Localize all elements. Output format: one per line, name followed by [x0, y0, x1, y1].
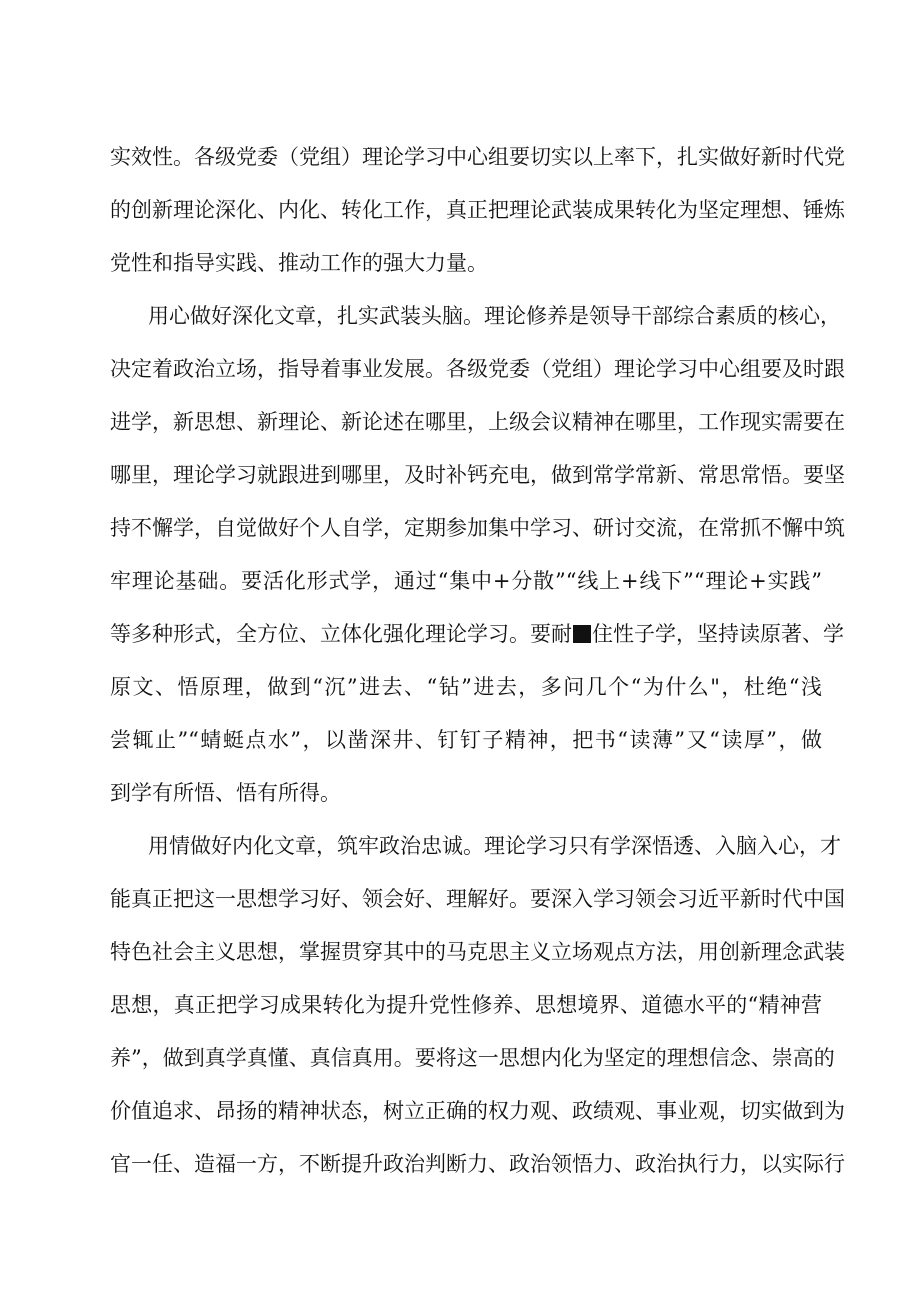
paragraph-3-line-6: 价值追求、昂扬的精神状态，树立正确的权力观、政绩观、事业观，切实做到为 — [110, 1099, 845, 1123]
paragraph-2-line-6: 牢理论基础。要活化形式学，通过“集中+分散”“线上+线下”“理论+实践” — [110, 569, 822, 593]
redaction-mark — [573, 625, 591, 643]
paragraph-1-line-1: 实效性。各级党委（党组）理论学习中心组要切实以上率下，扎实做好新时代党 — [110, 145, 845, 169]
paragraph-3-line-3: 特色社会主义思想，掌握贯穿其中的马克思主义立场观点方法，用创新理念武装 — [110, 940, 845, 964]
paragraph-1-line-3: 党性和指导实践、推动工作的强大力量。 — [110, 251, 488, 275]
paragraph-2-line-1: 用心做好深化文章，扎实武装头脑。理论修养是领导干部综合素质的核心， — [148, 304, 841, 328]
paragraph-1-line-2: 的创新理论深化、内化、转化工作，真正把理论武装成果转化为坚定理想、锤炼 — [110, 198, 845, 222]
paragraph-3-line-4: 思想，真正把学习成果转化为提升党性修养、思想境界、道德水平的“精神营 — [110, 993, 822, 1017]
paragraph-2-line-8: 原文、悟原理，做到“沉”进去、“钻”进去，多问几个“为什么"，杜绝“浅 — [110, 675, 822, 699]
paragraph-2-line-2: 决定着政治立场，指导着事业发展。各级党委（党组）理论学习中心组要及时跟 — [110, 357, 845, 381]
paragraph-2-line-4: 哪里，理论学习就跟进到哪里，及时补钙充电，做到常学常新、常思常悟。要坚 — [110, 463, 845, 487]
paragraph-2-line-10: 到学有所悟、悟有所得。 — [110, 781, 341, 805]
paragraph-3-line-7: 官一任、造福一方，不断提升政治判断力、政治领悟力、政治执行力，以实际行 — [110, 1152, 845, 1176]
paragraph-3-line-5: 养”，做到真学真懂、真信真用。要将这一思想内化为坚定的理想信念、崇高的 — [110, 1046, 835, 1070]
line-7-text-a: 等多种形式，全方位、立体化强化理论学习。要耐 — [110, 622, 572, 646]
paragraph-3-line-1: 用情做好内化文章，筑牢政治忠诚。理论学习只有学深悟透、入脑入心，才 — [148, 834, 841, 858]
paragraph-2-line-7 — [110, 614, 844, 654]
paragraph-2-line-9: 尝辄止”“蜻蜓点水”，以凿深井、钉钉子精神，把书“读薄”又“读厚”，做 — [110, 728, 822, 752]
paragraph-2-line-5: 持不懈学，自觉做好个人自学，定期参加集中学习、研讨交流，在常抓不懈中筑 — [110, 516, 845, 540]
paragraph-3-line-2: 能真正把这一思想学习好、领会好、理解好。要深入学习领会习近平新时代中国 — [110, 887, 845, 911]
line-7-text-b: 住性子学，坚持读原著、学 — [592, 622, 844, 646]
paragraph-2-line-3: 进学，新思想、新理论、新论述在哪里，上级会议精神在哪里，工作现实需要在 — [110, 410, 845, 434]
